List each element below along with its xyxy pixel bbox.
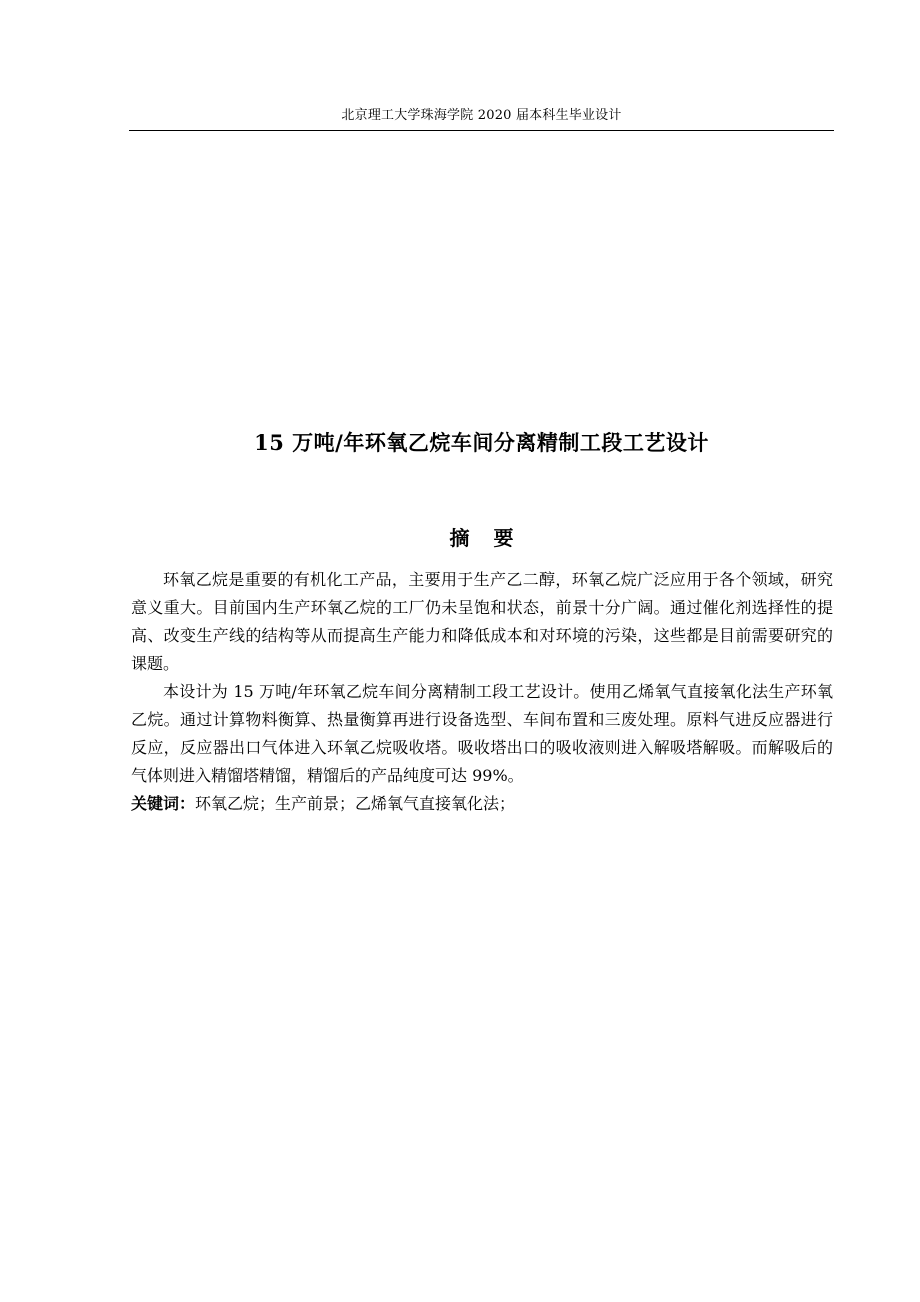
abstract-paragraph: 本设计为 15 万吨/年环氧乙烷车间分离精制工段工艺设计。使用乙烯氧气直接氧化法生产环氧乙烷。通过计算物料衡算、热量衡算再进行设备选型、车间布置和三废处理。原料气进反应器进行反应，反应器出口气体进入环氧乙烷吸收塔。吸收塔出口的吸收液则进入解吸塔解吸。而解吸后的气体则进入精馏塔精馏，精馏后的产品纯度可达 99%。 bbox=[131, 682, 833, 785]
page-header bbox=[129, 106, 834, 131]
keywords-label: 关键词： bbox=[131, 794, 196, 813]
keywords-value: 环氧乙烷；生产前景；乙烯氧气直接氧化法； bbox=[195, 794, 516, 813]
abstract-body bbox=[131, 566, 833, 818]
page-header-text: 北京理工大学珠海学院 2020 届本科生毕业设计 bbox=[341, 108, 622, 123]
keywords-line bbox=[131, 790, 833, 818]
abstract-heading: 摘要 bbox=[449, 526, 538, 550]
thesis-title: 15 万吨/年环氧乙烷车间分离精制工段工艺设计 bbox=[254, 430, 709, 455]
abstract-paragraph: 环氧乙烷是重要的有机化工产品，主要用于生产乙二醇，环氧乙烷广泛应用于各个领域，研究意义重大。目前国内生产环氧乙烷的工厂仍未呈饱和状态，前景十分广阔。通过催化剂选择性的提高、改变生产线的结构等从而提高生产能力和降低成本和对环境的污染，这些都是目前需要研究的课题。 bbox=[131, 570, 833, 673]
